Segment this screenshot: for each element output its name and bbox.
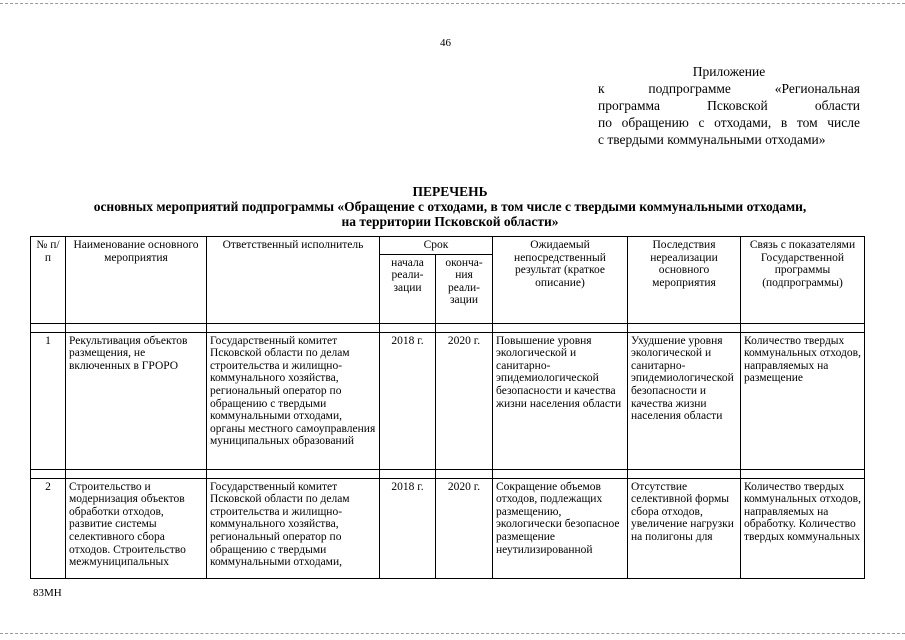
header-link: Связь с показателями Государственной программы (подпрограммы): [741, 237, 865, 324]
row-consequences: Ухудшение уровня экологической и санитарно-эпидемиологической безопасности и качества жизни населения области: [628, 332, 741, 469]
header-term: Срок: [380, 237, 493, 255]
appendix-line: программа Псковской области: [598, 98, 860, 113]
row-start: 2018 г.: [380, 332, 436, 469]
page-number: 46: [440, 37, 451, 49]
appendix-line: с твердыми коммунальными отходами»: [598, 132, 826, 147]
title-heading: ПЕРЕЧЕНЬ: [412, 184, 488, 199]
header-start: начала реали- зации: [380, 254, 436, 323]
row-executor: Государственный комитет Псковской области по делам строительства и жилищно-коммунального хозяйства, региональный оператор по обращению с твердыми коммунальными отходами,: [207, 478, 380, 578]
header-name: Наименование основного мероприятия: [66, 237, 207, 324]
scan-edge-top: [0, 3, 905, 4]
table-row: [31, 478, 865, 578]
row-result: Сокращение объемов отходов, подлежащих размещению, экологически безопасное размещение неутилизированной: [493, 478, 628, 578]
row-link: Количество твердых коммунальных отходов, направляемых на размещение: [741, 332, 865, 469]
title-subheading-cont: на территории Псковской области»: [341, 214, 559, 229]
row-num: 1: [31, 332, 66, 469]
header-consequences: Последствия нереализации основного мероприятия: [628, 237, 741, 324]
appendix-line: по обращению с отходами, в том числе: [598, 115, 860, 130]
footer-code: 83МН: [33, 587, 62, 599]
header-num: № п/п: [31, 237, 66, 324]
row-start: 2018 г.: [380, 478, 436, 578]
row-end: 2020 г.: [436, 332, 493, 469]
row-consequences: Отсутствие селективной формы сбора отходов, увеличение нагрузки на полигоны для: [628, 478, 741, 578]
spacer-row: [31, 469, 865, 478]
row-name: Строительство и модернизация объектов обработки отходов, развитие системы селективного сбора отходов. Строительство межмуниципальных: [66, 478, 207, 578]
header-row: [31, 237, 865, 255]
header-end: оконча- ния реали- зации: [436, 254, 493, 323]
measures-table: [30, 236, 865, 579]
header-executor: Ответственный исполнитель: [207, 237, 380, 324]
appendix-line: к подпрограмме «Региональная: [598, 81, 860, 96]
row-name: Рекультивация объектов размещения, не включенных в ГРОРО: [66, 332, 207, 469]
document-title: [30, 184, 870, 229]
title-subheading: основных мероприятий подпрограммы «Обращение с отходами, в том числе с твердыми коммунальными отходами,: [93, 199, 807, 214]
row-result: Повышение уровня экологической и санитарно-эпидемиологической безопасности и качества жизни населения области: [493, 332, 628, 469]
scan-edge-bottom: [0, 633, 905, 634]
table-row: [31, 332, 865, 469]
header-result: Ожидаемый непосредственный результат (краткое описание): [493, 237, 628, 324]
row-end: 2020 г.: [436, 478, 493, 578]
appendix-block: [598, 63, 860, 148]
row-executor: Государственный комитет Псковской области по делам строительства и жилищно-коммунального хозяйства, региональный оператор по обращению с твердыми коммунальными отходами, органы местного самоуправления муниципальных образований: [207, 332, 380, 469]
spacer-row: [31, 323, 865, 332]
row-num: 2: [31, 478, 66, 578]
appendix-heading: Приложение: [692, 64, 766, 79]
row-link: Количество твердых коммунальных отходов, направляемых на обработку. Количество твердых коммунальных: [741, 478, 865, 578]
